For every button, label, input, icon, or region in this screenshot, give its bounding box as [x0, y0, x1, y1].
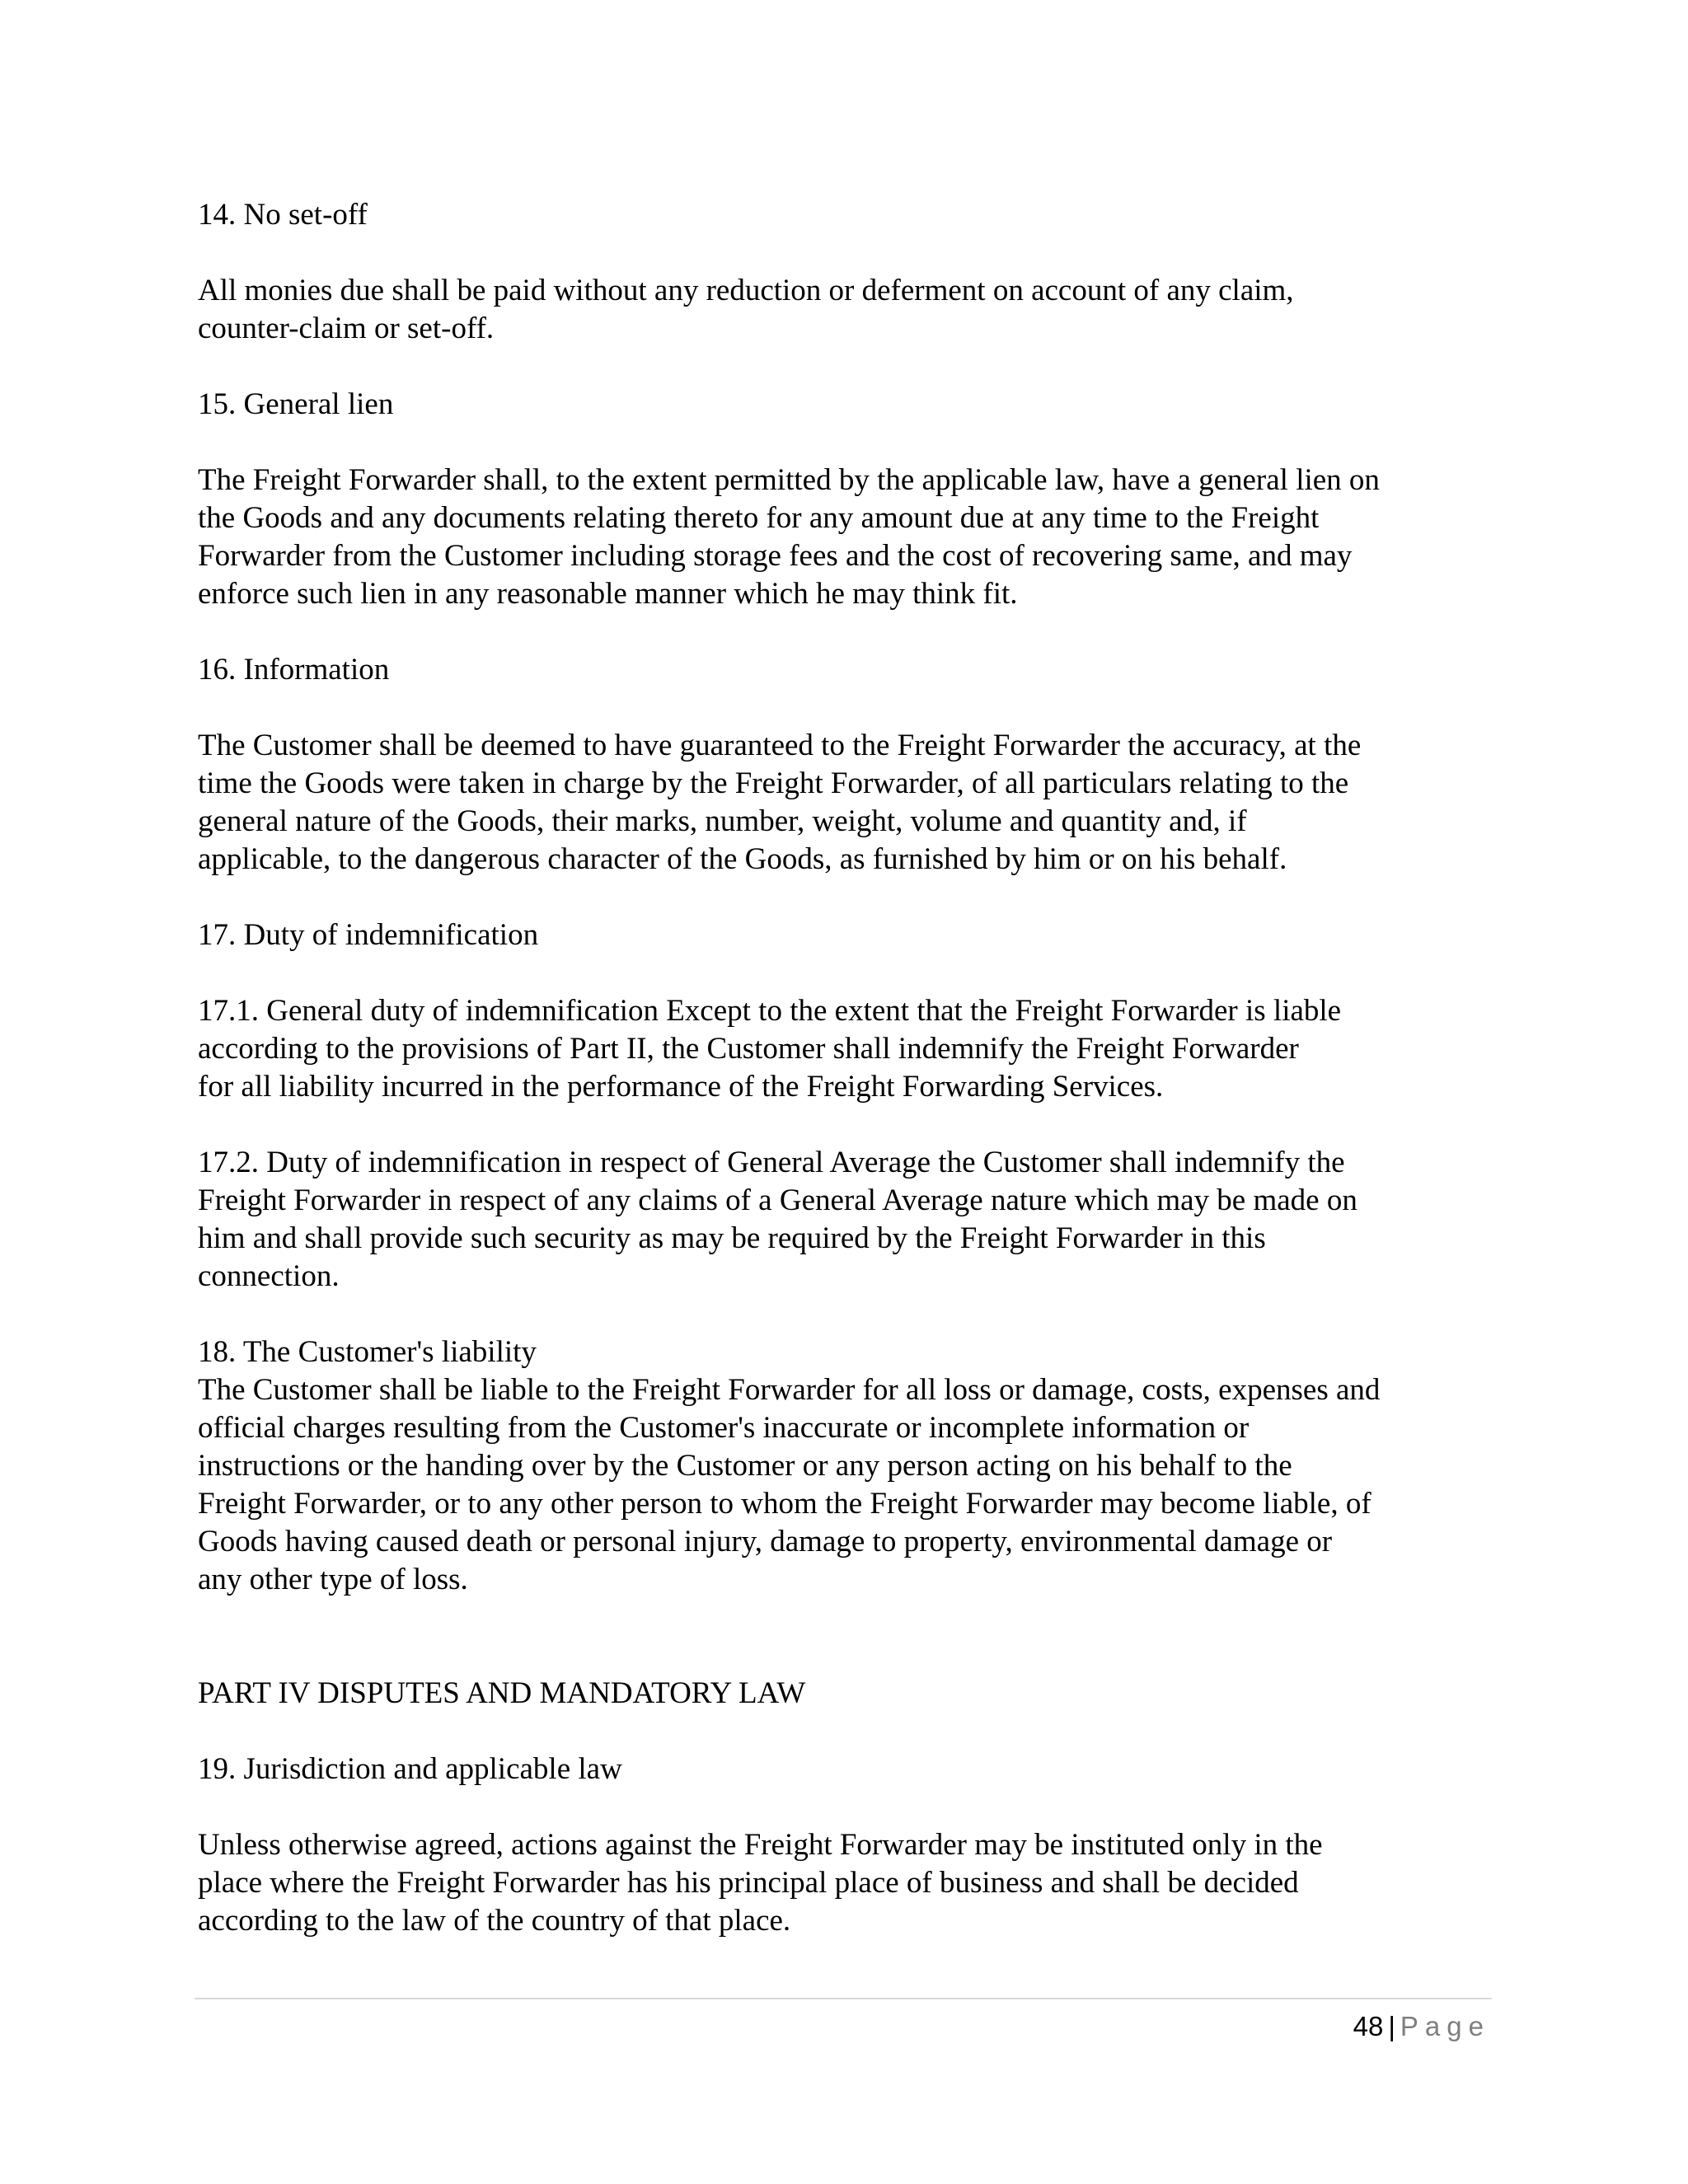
footer-divider [195, 1998, 1492, 1999]
section-body: The Customer shall be liable to the Freight Forwarder for all loss or damage, costs, expenses and official charges resulting from the Customer's inaccurate or incomplete information or instructions or the handing over by the Customer or any person acting on his behalf to the Freight Forwarder, or to any other person to whom the Freight Forwarder may become liable, of Goods having caused death or personal injury, damage to property, environmental damage or any other type of loss. [198, 1373, 1381, 1596]
section-heading: 17. Duty of indemnification [198, 918, 539, 952]
section-body: All monies due shall be paid without any reduction or deferment on account of any claim, counter-claim or set-off. [198, 274, 1294, 345]
section-heading: 14. No set-off [198, 198, 368, 232]
part-title: PART IV DISPUTES AND MANDATORY LAW [198, 1676, 806, 1710]
section-heading: 15. General lien [198, 387, 394, 421]
section-body: 17.1. General duty of indemnification Except to the extent that the Freight Forwarder is liable according to the provisions of Part II, the Customer shall indemnify the Freight Forwarder for all liability incurred in the performance of the Freight Forwarding Services. [198, 994, 1342, 1104]
section-body: Unless otherwise agreed, actions against the Freight Forwarder may be instituted only in the place where the Freight Forwarder has his principal place of business and shall be decided according to the law of the country of that place. [198, 1828, 1323, 1938]
section-heading: 16. Information [198, 653, 390, 687]
section-body: The Freight Forwarder shall, to the extent permitted by the applicable law, have a general lien on the Goods and any documents relating thereto for any amount due at any time to the Freight Forwarder from the Customer including storage fees and the cost of recovering same, and may enforce such lien in any reasonable manner which he may think fit. [198, 463, 1380, 611]
section-heading: 18. The Customer's liability [198, 1335, 537, 1369]
section-body: 17.2. Duty of indemnification in respect of General Average the Customer shall indemnify the Freight Forwarder in respect of any claims of a General Average nature which may be made on him and shall provide such security as may be required by the Freight Forwarder in this connection. [198, 1146, 1357, 1293]
page-footer [1353, 2011, 1490, 2042]
section-body: The Customer shall be deemed to have guaranteed to the Freight Forwarder the accuracy, at the time the Goods were taken in charge by the Freight Forwarder, of all particulars relating to the general nature of the Goods, their marks, number, weight, volume and quantity and, if applicable, to the dangerous character of the Goods, as furnished by him or on his behalf. [198, 729, 1362, 876]
page-number: 48 [1353, 2011, 1384, 2041]
section-heading: 19. Jurisdiction and applicable law [198, 1752, 622, 1786]
page-label: Page [1400, 2011, 1490, 2041]
document-content [198, 196, 1500, 1940]
page-separator: | [1388, 2011, 1395, 2041]
